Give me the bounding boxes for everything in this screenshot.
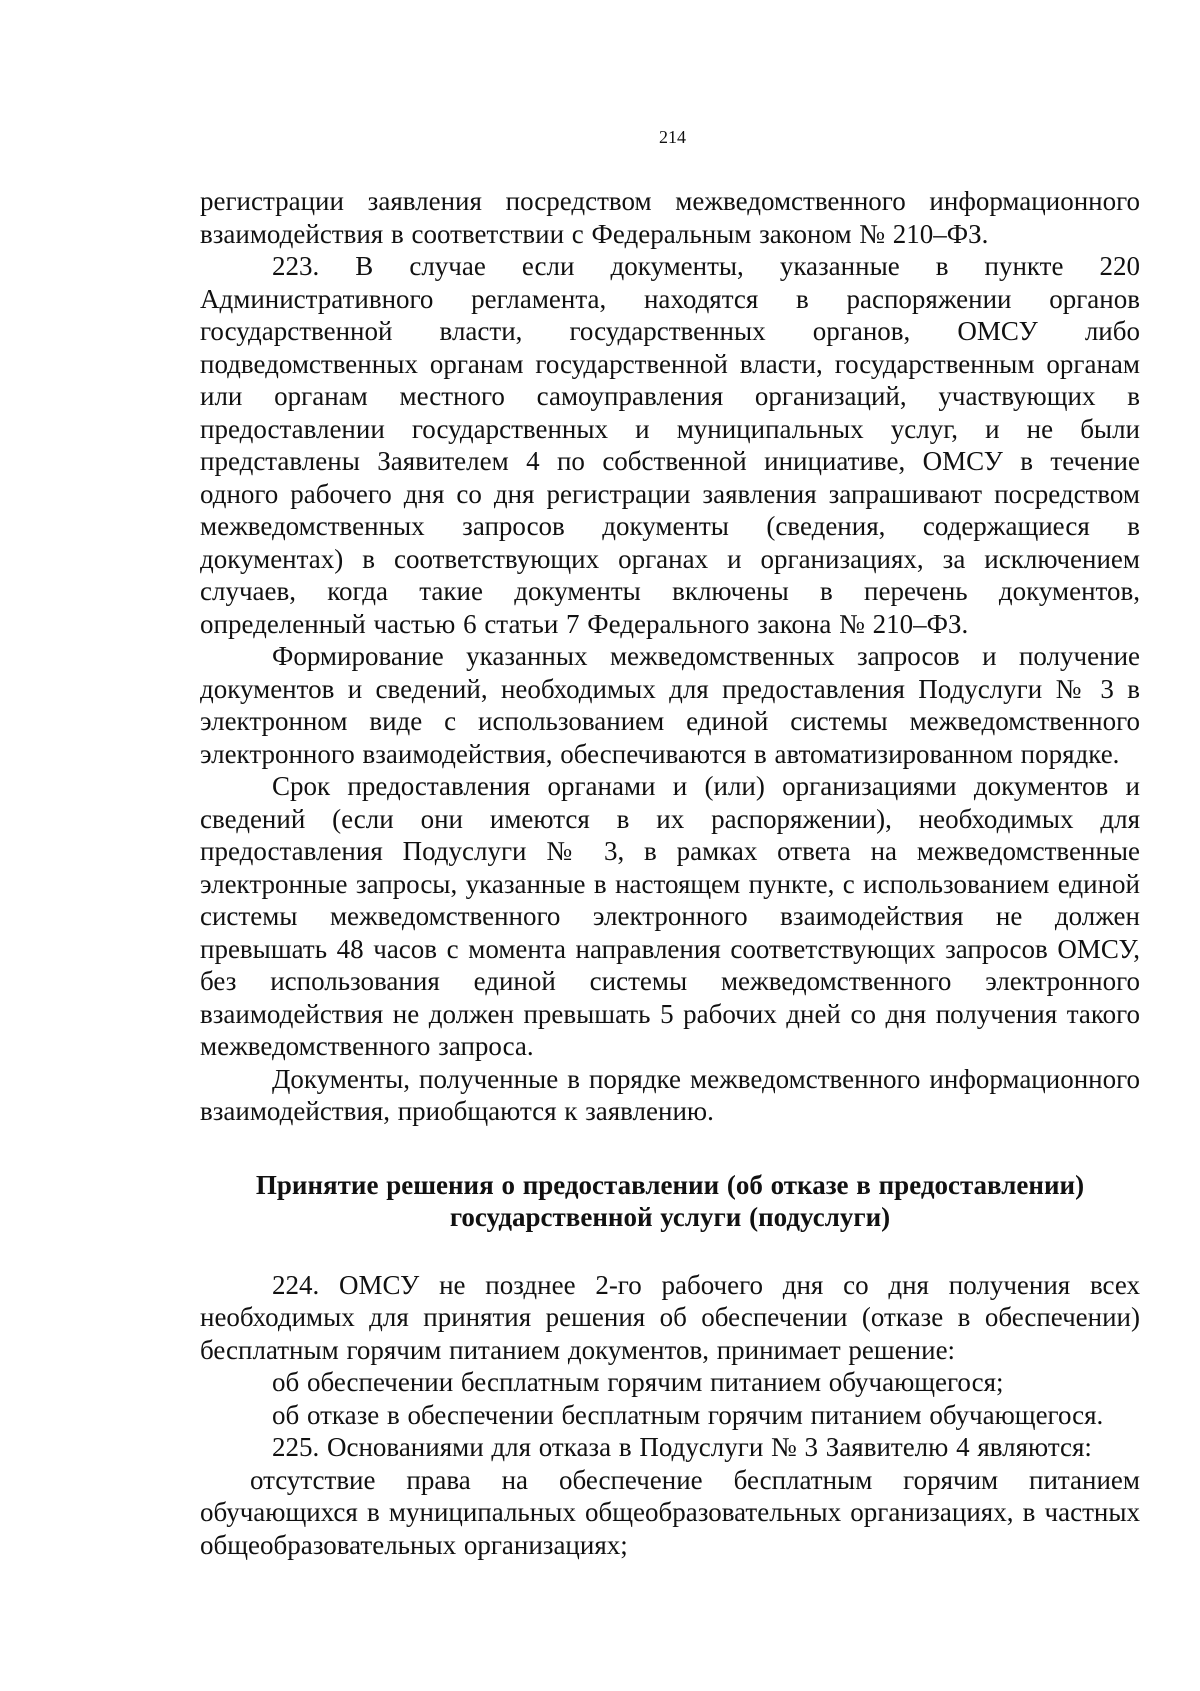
paragraph-requests-formation: Формирование указанных межведомственных запросов и получение документов и сведений, необходимых для предоставления Подуслуги № 3 в электронном виде с использованием единой системы межведомственного электронного взаимодействия, обеспечиваются в автоматизированном порядке. <box>200 641 1140 769</box>
section-heading-line2: государственной услуги (подуслуги) <box>449 1202 891 1232</box>
paragraph-deadline: Срок предоставления органами и (или) организациями документов и сведений (если они имеются в их распоряжении), необходимых для предоставления Подуслуги № 3, в рамках ответа на межведомственные электронные запросы, указанные в настоящем пункте, с использованием единой системы межведомственного электронного взаимодействия не должен превышать 48 часов с момента направления соответствующих запросов ОМСУ, без использования единой системы межведомственного электронного взаимодействия не должен превышать 5 рабочих дней со дня получения такого межведомственного запроса. <box>200 771 1140 1061</box>
decision-option-refuse: об отказе в обеспечении бесплатным горячим питанием обучающегося. <box>272 1399 1104 1430</box>
paragraph-continuation: регистрации заявления посредством межведомственного информационного взаимодействия в соответствии с Федеральным законом № 210–ФЗ. <box>200 186 1140 249</box>
page-number: 214 <box>659 127 686 147</box>
paragraph-225: 225. Основаниями для отказа в Подуслуги № 3 Заявителю 4 являются: <box>272 1432 1092 1462</box>
document-body <box>200 185 1140 1561</box>
paragraph-documents-attached: Документы, полученные в порядке межведомственного информационного взаимодействия, приобщаются к заявлению. <box>200 1063 1140 1126</box>
section-heading-line1: Принятие решения о предоставлении (об отказе в предоставлении) <box>255 1169 1085 1200</box>
paragraph-224: 224. ОМСУ не позднее 2-го рабочего дня со дня получения всех необходимых для принятия решения об обеспечении (отказе в обеспечении) бесплатным горячим питанием документов, принимает решение: <box>200 1269 1140 1365</box>
paragraph-223: 223. В случае если документы, указанные в пункте 220 Административного регламента, находятся в распоряжении органов государственной власти, государственных органов, ОМСУ либо подведомственных органам государственной власти, государственным органам или органам местного самоуправления организаций, участвующих в предоставлении государственных и муниципальных услуг, и не были представлены Заявителем 4 по собственной инициативе, ОМСУ в течение одного рабочего дня со дня регистрации заявления запрашивают посредством межведомственных запросов документы (сведения, содержащиеся в документах) в соответствующих органах и организациях, за исключением случаев, когда такие документы включены в перечень документов, определенный частью 6 статьи 7 Федерального закона № 210–ФЗ. <box>200 251 1140 639</box>
section-heading <box>200 1169 1140 1234</box>
decision-option-provide: об обеспечении бесплатным горячим питанием обучающегося; <box>272 1367 1004 1397</box>
refusal-ground: отсутствие права на обеспечение бесплатным горячим питанием обучающихся в муниципальных общеобразовательных организациях, в частных общеобразовательных организациях; <box>200 1464 1140 1560</box>
